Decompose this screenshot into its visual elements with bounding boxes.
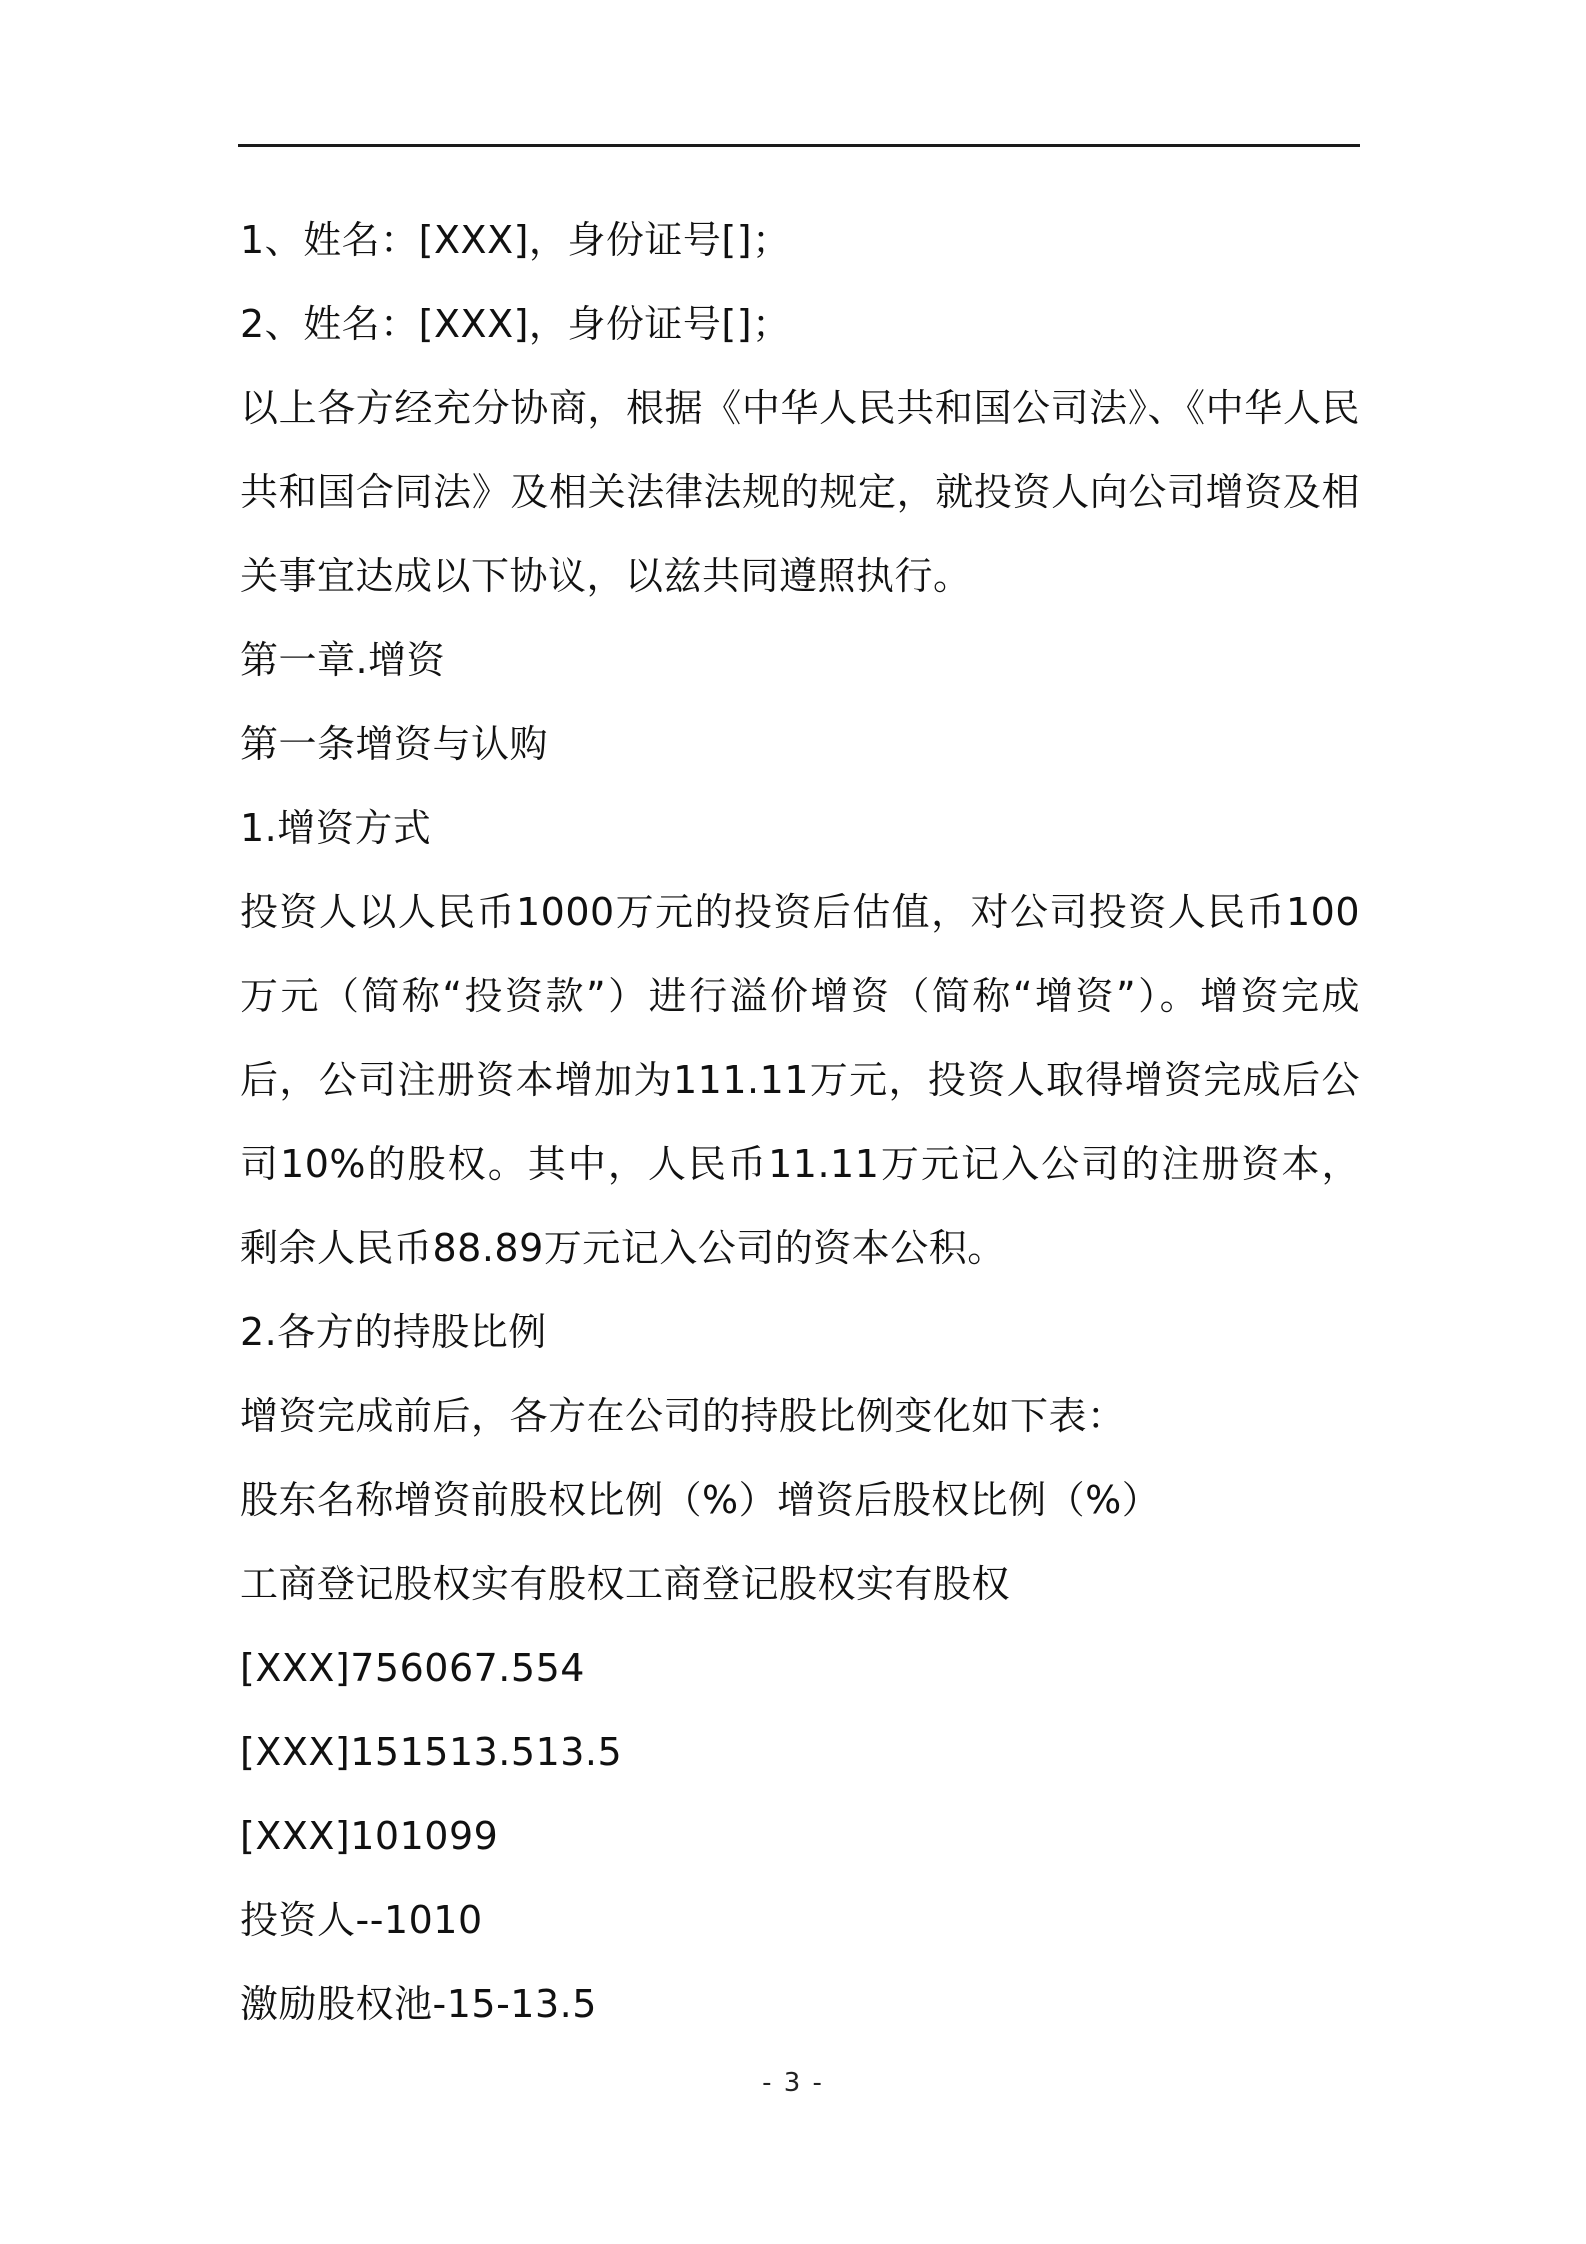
page-number: - 3 - — [762, 2068, 824, 2098]
article-title: 第一条增资与认购 — [240, 722, 549, 766]
table-row: [XXX]101099 — [240, 1814, 499, 1858]
table-row: 激励股权池-15-13.5 — [240, 1982, 597, 2026]
table-header-row-2: 工商登记股权实有股权工商登记股权实有股权 — [240, 1562, 1011, 1606]
table-row: 投资人--1010 — [240, 1898, 483, 1942]
table-row: [XXX]756067.554 — [240, 1646, 585, 1690]
party-line-2: 2、姓名：[XXX]，身份证号[]； — [240, 302, 791, 346]
document-body — [240, 198, 1360, 2046]
header-rule — [238, 144, 1360, 147]
section-2-intro: 增资完成前后，各方在公司的持股比例变化如下表： — [240, 1394, 1126, 1438]
section-1-paragraph: 投资人以人民币1000万元的投资后估值，对公司投资人民币100万元（简称“投资款”）进行溢价增资（简称“增资”）。增资完成后，公司注册资本增加为111.11万元，投资人取得增资完成后公司10%的股权。其中，人民币11.11万元记入公司的注册资本，剩余人民币88.89万元记入公司的资本公积。 — [240, 890, 1360, 1270]
table-row: [XXX]151513.513.5 — [240, 1730, 623, 1774]
party-line-1: 1、姓名：[XXX]，身份证号[]； — [240, 218, 791, 262]
table-header-row-1: 股东名称增资前股权比例（%）增资后股权比例（%） — [240, 1478, 1161, 1522]
intro-paragraph: 以上各方经充分协商，根据《中华人民共和国公司法》、《中华人民共和国合同法》及相关法律法规的规定，就投资人向公司增资及相关事宜达成以下协议，以兹共同遵照执行。 — [240, 386, 1360, 598]
section-2-title: 2.各方的持股比例 — [240, 1310, 547, 1354]
section-1-title: 1.增资方式 — [240, 806, 432, 850]
chapter-title: 第一章.增资 — [240, 638, 446, 682]
